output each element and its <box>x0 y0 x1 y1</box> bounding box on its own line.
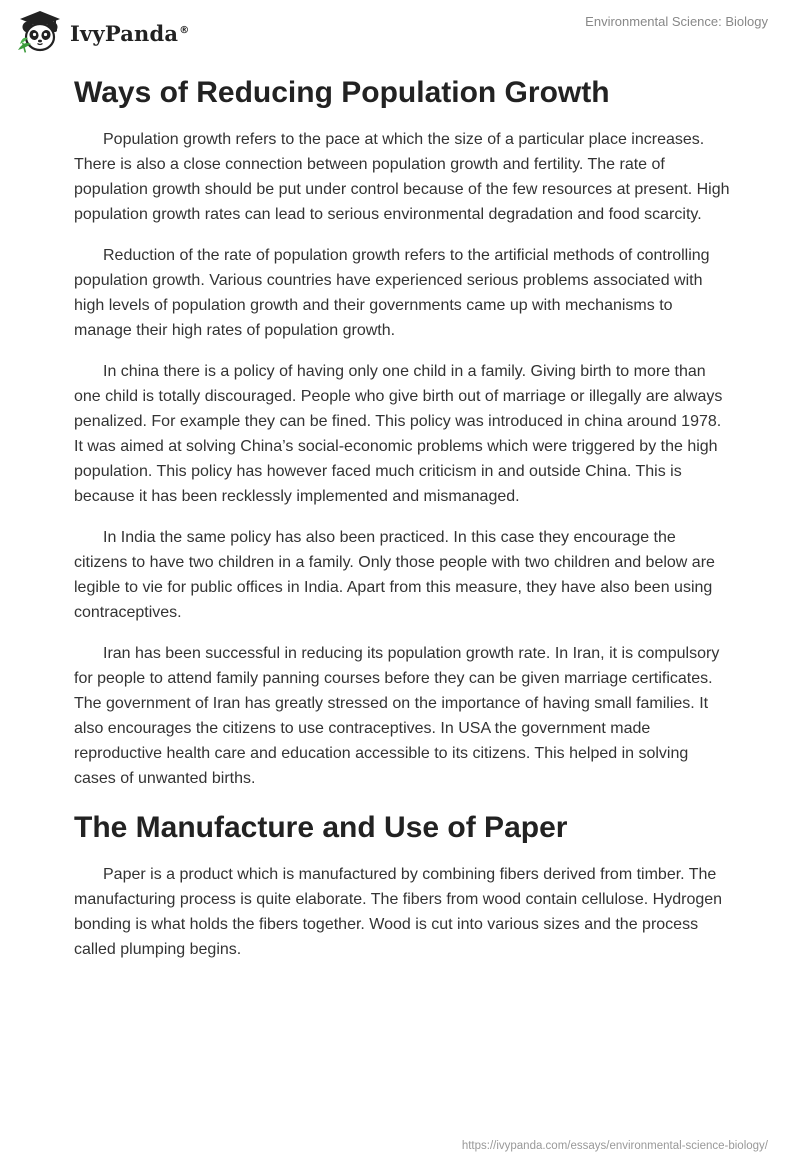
page-header <box>0 0 800 60</box>
paragraph: Iran has been successful in reducing its population growth rate. In Iran, it is compulsory for people to attend family panning courses before they can be given marriage certificates. The government of Iran has greatly stressed on the importance of having small families. It also encourages the citizens to use contraceptives. In USA the government made reproductive health care and education accessible to its citizens. This helped in solving cases of unwanted births. <box>74 645 720 787</box>
paragraph: Reduction of the rate of population growth refers to the artificial methods of controlling population growth. Various countries have experienced serious problems associated with high levels of population growth and their governments came up with mechanisms to manage their high rates of population growth. <box>74 247 710 339</box>
section-title: The Manufacture and Use of Paper <box>74 811 568 844</box>
paragraph: Population growth refers to the pace at which the size of a particular place increases. There is also a close connection between population growth and fertility. The rate of population growth should be put under control because of the few resources at present. High population growth rates can lead to serious environmental degradation and food scarcity. <box>74 131 730 223</box>
registered-mark: ® <box>179 24 190 36</box>
paragraph: In china there is a policy of having only one child in a family. Giving birth to more than one child is totally discouraged. People who give birth out of marriage or illegally are always penalized. For example they can be fined. This policy was introduced in china around 1978. It was aimed at solving China’s social-economic problems which were triggered by the high population. This policy has however faced much criticism in and outside China. This is because it has been recklessly implemented and mismanaged. <box>74 363 723 505</box>
category-label: Environmental Science: Biology <box>585 14 768 29</box>
paragraph: Paper is a product which is manufactured by combining fibers derived from timber. The manufacturing process is quite elaborate. The fibers from wood contain cellulose. Hydrogen bonding is what holds the fibers together. Wood is cut into various sizes and the process called plumping begins. <box>74 866 723 958</box>
panda-logo-icon <box>16 10 64 54</box>
ivypanda-logo[interactable] <box>16 10 189 54</box>
paragraph: In India the same policy has also been practiced. In this case they encourage the citizens to have two children in a family. Only those people with two children and below are legible to vie for public offices in India. Apart from this measure, they have also been using contraceptives. <box>74 529 715 621</box>
source-url[interactable]: https://ivypanda.com/essays/environmental-science-biology/ <box>461 1140 768 1152</box>
section-title: Ways of Reducing Population Growth <box>74 76 610 109</box>
article-content <box>74 70 730 978</box>
logo-wordmark: IvyPanda® <box>70 20 190 46</box>
